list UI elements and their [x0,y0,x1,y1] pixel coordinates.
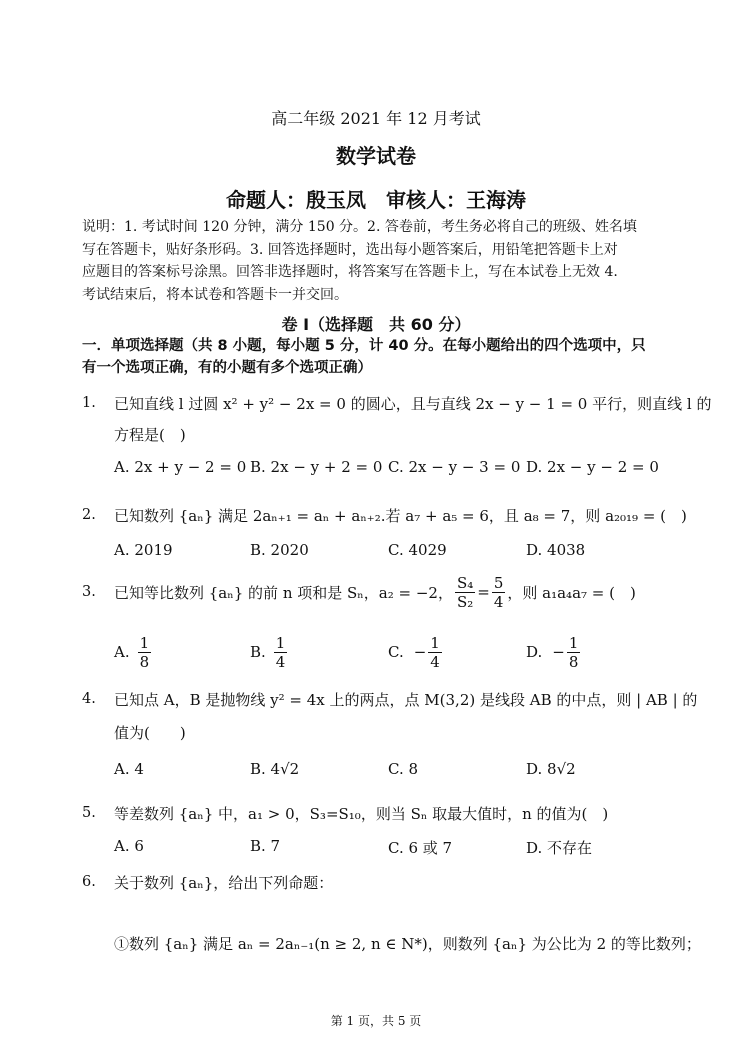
fraction [274,634,288,671]
question-number: 3. [82,584,96,600]
option-label: B. [250,643,266,661]
fraction-denominator: 4 [430,652,440,671]
question-number: 2. [82,507,96,523]
fraction-numerator: 1 [568,633,579,652]
option-d: D. 不存在 [526,839,593,857]
note-line: 说明：1. 考试时间 120 分钟，满分 150 分。2. 答卷前，考生务必将自己的班级、姓名填 [82,219,637,235]
question-1-text-cont: 方程是( ) [114,426,186,444]
question-6-text: 关于数列 {aₙ}，给出下列命题： [114,874,334,892]
option-d: D. 8√2 [526,760,576,778]
option-c: C. 8 [388,760,419,778]
note-line: 写在答题卡，贴好条形码。3. 回答选择题时，选出每小题答案后，用铅笔把答题卡上对 [82,241,618,258]
fraction-numerator: 1 [430,633,440,652]
option-sign: − [413,643,427,661]
volume-title: 卷 I（选择题 共 60 分） [281,315,471,334]
exam-subject-title: 数学试卷 [336,144,416,168]
fraction [455,574,475,611]
option-c: C. 6 或 7 [388,839,453,857]
fraction-denominator: 8 [139,652,150,671]
fraction-numerator: 1 [275,633,286,652]
exam-grade-line: 高二年级 2021 年 12 月考试 [271,109,481,128]
section-title-line: 一．单项选择题（共 8 小题，每小题 5 分，计 40 分。在每小题给出的四个选项中，只 [82,338,646,354]
option-a: A. 6 [114,837,144,855]
question-1-text: 已知直线 l 过圆 x² + y² − 2x = 0 的圆心，且与直线 2x − y − 1 = 0 平行，则直线 l 的 [114,395,712,413]
option-label: A. [114,643,130,661]
option-b: B. 4√2 [250,760,300,778]
option-label: C. [388,643,404,661]
exam-authors: 命题人：殷玉凤 审核人：王海涛 [226,188,526,212]
fraction [492,574,506,611]
fraction [138,634,152,671]
question-number: 5. [82,805,96,821]
option-label: D. [526,643,543,661]
question-2-text: 已知数列 {aₙ} 满足 2aₙ₊₁ = aₙ + aₙ₊₂.若 a₇ + a₅ = 6，且 a₈ = 7，则 a₂₀₁₉ = ( ) [114,507,687,525]
option-c: C. 2x − y − 3 = 0 [388,458,521,476]
question-3-text-part: ，则 a₁a₄a₇ = ( ) [507,583,636,602]
option-d: D. 4038 [526,541,586,559]
option-b: B. 7 [250,837,281,855]
option-b: B. 2020 [250,541,309,559]
fraction [567,634,581,671]
option-a: A. 4 [114,760,144,778]
note-line: 考试结束后，将本试卷和答题卡一并交回。 [82,286,348,303]
question-number: 1. [82,395,96,411]
note-line: 应题目的答案标号涂黑。回答非选择题时，将答案写在答题卡上，写在本试卷上无效 4. [82,264,618,280]
section-title-line: 有一个选项正确，有的小题有多个选项正确） [82,360,372,376]
option-d: D. 2x − y − 2 = 0 [526,458,659,476]
question-number: 4. [82,691,96,707]
instructions-note [82,216,682,306]
option-b: B. 2x − y + 2 = 0 [250,458,383,476]
section-title [82,335,682,379]
fraction-numerator: 5 [493,573,504,592]
option-d [526,630,582,674]
fraction-numerator: 1 [139,633,150,652]
option-c: C. 4029 [388,541,447,559]
question-3-text-part: 已知等比数列 {aₙ} 的前 n 项和是 Sₙ，a₂ = −2， [114,583,453,602]
question-4-text-cont: 值为( ) [114,724,186,742]
option-a: A. 2019 [114,541,173,559]
question-3-text [114,572,636,612]
question-number: 6. [82,874,96,890]
question-4-text: 已知点 A，B 是抛物线 y² = 4x 上的两点，点 M(3,2) 是线段 AB 的中点，则 | AB | 的 [114,691,698,709]
fraction-denominator: S₂ [456,592,474,611]
option-c [388,630,444,674]
page-footer: 第 1 页，共 5 页 [330,1014,422,1028]
fraction-denominator: 8 [568,652,579,671]
fraction-denominator: 4 [275,652,286,671]
question-5-text: 等差数列 {aₙ} 中，a₁ > 0，S₃=S₁₀，则当 Sₙ 取最大值时，n 的值为( ) [114,805,609,823]
option-sign: − [552,643,565,661]
fraction-denominator: 4 [493,592,504,611]
fraction [428,634,442,671]
equals-sign: = [477,583,490,601]
question-6-item-1: ①数列 {aₙ} 满足 aₙ = 2aₙ₋₁(n ≥ 2, n ∈ N*)，则数列 {aₙ} 为公比为 2 的等比数列； [114,935,701,953]
option-a: A. 2x + y − 2 = 0 [114,458,247,476]
option-b [250,630,289,674]
option-a [114,630,153,674]
fraction-numerator: S₄ [456,573,474,592]
